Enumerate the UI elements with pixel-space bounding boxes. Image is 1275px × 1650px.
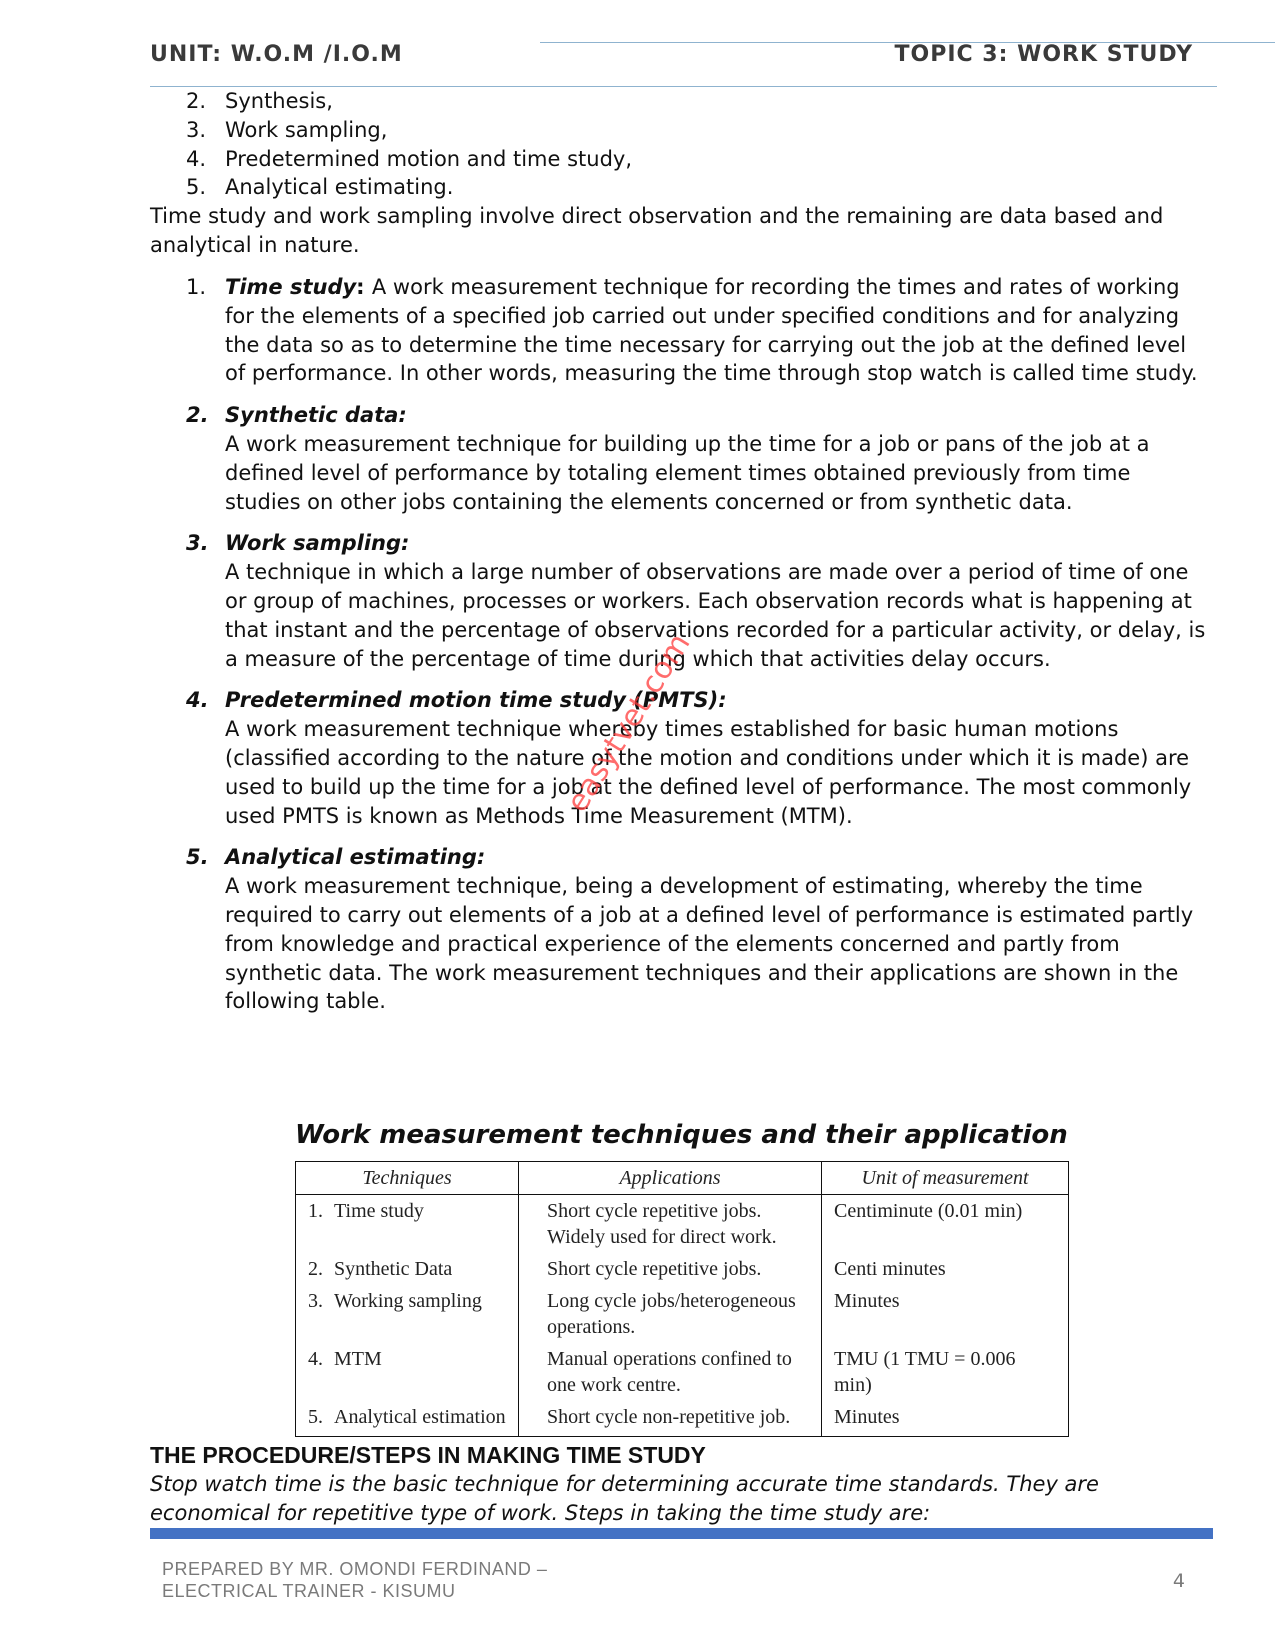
row-number: 4. (308, 1348, 323, 1370)
table-row (296, 1401, 1069, 1437)
definition-text: A work measurement technique for recording the times and rates of working for the elements of a specified job carried out under specified conditions and for analyzing the data so as to determine the time necessary for carrying out the job at the defined level of performance. In other words, measuring the time through stop watch is called time study. (225, 275, 1198, 386)
definition-analytical-estimating (150, 843, 1212, 1016)
definition-text: A technique in which a large number of observations are made over a period of time of one or group of machines, processes or workers. Each observation records what is happening at that instant and the percentage of observations recorded for a particular activity, or delay, is a measure of the percentage of time during which that activities delay occurs. (225, 560, 1206, 671)
application-line: Widely used for direct work. (547, 1226, 777, 1248)
definition-separator: : (356, 275, 372, 299)
technique-cell (296, 1195, 519, 1254)
technique-name: Analytical estimation (334, 1406, 506, 1428)
definition-text: A work measurement technique whereby times established for basic human motions (classified according to the nature of the motion and conditions under which it is made) are used to build up the time for a job at the defined level of performance. The most commonly used PMTS is known as Methods Time Measurement (MTM). (225, 717, 1192, 828)
application-cell (519, 1253, 822, 1285)
technique-cell (296, 1401, 519, 1437)
unit-cell: TMU (1 TMU = 0.006 min) (822, 1343, 1069, 1401)
list-number: 3. (186, 117, 207, 142)
application-line: operations. (547, 1316, 636, 1338)
application-line: Short cycle repetitive jobs. (547, 1258, 762, 1280)
definition-number: 5. (186, 845, 209, 870)
application-line: one work centre. (547, 1374, 681, 1396)
definition-text: A work measurement technique, being a development of estimating, whereby the time required to carry out elements of a job at a defined level of performance is estimated partly from knowledge and practical experience of the elements concerned and partly from synthetic data. The work measurement techniques and their applications are shown in the following table. (225, 874, 1194, 1014)
definition-number: 3. (186, 531, 209, 556)
unit-cell: Centi minutes (822, 1253, 1069, 1285)
technique-name: Synthetic Data (334, 1258, 453, 1280)
footer-bar (150, 1528, 1213, 1539)
list-item (150, 145, 632, 174)
intro-list (150, 87, 632, 202)
definition-number: 1. (186, 275, 207, 299)
definition-text: A work measurement technique for building up the time for a job or pans of the job at a defined level of performance by totaling element times obtained previously from time studies on other jobs containing the elements concerned or from synthetic data. (225, 431, 1150, 514)
list-item (150, 116, 632, 145)
technique-name: Time study (334, 1200, 424, 1222)
application-line: Long cycle jobs/heterogeneous (547, 1290, 796, 1312)
footer-line: PREPARED BY MR. OMONDI FERDINAND – (162, 1559, 548, 1579)
header-topic: TOPIC 3: WORK STUDY (894, 42, 1193, 67)
footer-line: ELECTRICAL TRAINER - KISUMU (162, 1581, 456, 1601)
definition-term: Predetermined motion time study (PMTS): (225, 688, 727, 713)
unit-cell: Centiminute (0.01 min) (822, 1195, 1069, 1254)
table-header-row (296, 1162, 1069, 1195)
definition-term: Synthetic data: (225, 403, 407, 428)
list-text: Analytical estimating. (225, 175, 454, 200)
unit-cell: Minutes (822, 1285, 1069, 1343)
application-cell (519, 1285, 822, 1343)
definition-time-study (150, 273, 1212, 388)
techniques-table (295, 1161, 1069, 1437)
definition-term: Analytical estimating: (225, 845, 486, 870)
list-text: Synthesis, (225, 89, 333, 113)
definition-number: 4. (186, 688, 209, 713)
table-row (296, 1343, 1069, 1401)
application-cell (519, 1343, 822, 1401)
row-number: 2. (308, 1258, 323, 1280)
technique-name: Working sampling (334, 1290, 482, 1312)
list-number: 5. (186, 175, 207, 200)
list-item (150, 173, 632, 202)
application-cell (519, 1401, 822, 1437)
header-unit: UNIT: W.O.M /I.O.M (150, 42, 403, 67)
technique-name: MTM (334, 1348, 382, 1370)
technique-cell (296, 1343, 519, 1401)
table-row (296, 1253, 1069, 1285)
technique-cell (296, 1253, 519, 1285)
table-row (296, 1285, 1069, 1343)
column-header: Unit of measurement (822, 1162, 1069, 1195)
row-number: 5. (308, 1406, 323, 1428)
application-line: Short cycle non-repetitive job. (547, 1406, 791, 1428)
unit-cell: Minutes (822, 1401, 1069, 1437)
definition-pmts (150, 686, 1212, 830)
application-line: Short cycle repetitive jobs. (547, 1200, 762, 1222)
technique-cell (296, 1285, 519, 1343)
watermark: easytvet.com (560, 627, 698, 819)
procedure-heading: THE PROCEDURE/STEPS IN MAKING TIME STUDY (150, 1442, 706, 1468)
column-header: Applications (519, 1162, 822, 1195)
list-text: Work sampling, (225, 117, 388, 142)
definition-term: Work sampling: (225, 531, 410, 556)
definition-synthetic-data (150, 401, 1212, 516)
definition-number: 2. (186, 403, 209, 428)
table-title: Work measurement techniques and their application (295, 1120, 1068, 1150)
page-number: 4 (1172, 1570, 1185, 1592)
row-number: 1. (308, 1200, 323, 1222)
intro-paragraph: Time study and work sampling involve direct observation and the remaining are data based and analytical in nature. (150, 204, 1164, 257)
list-number: 4. (186, 146, 207, 171)
definition-term: Time study (225, 275, 357, 299)
column-header: Techniques (296, 1162, 519, 1195)
row-number: 3. (308, 1290, 323, 1312)
procedure-paragraph: Stop watch time is the basic technique for determining accurate time standards. They are economical for repetitive type of work. Steps in taking the time study are: (150, 1472, 1099, 1525)
footer-author (162, 1558, 547, 1602)
table-row (296, 1195, 1069, 1254)
list-number: 2. (186, 89, 207, 113)
application-line: Manual operations confined to (547, 1348, 792, 1370)
list-item (150, 87, 632, 116)
application-cell (519, 1195, 822, 1254)
list-text: Predetermined motion and time study, (225, 146, 633, 171)
